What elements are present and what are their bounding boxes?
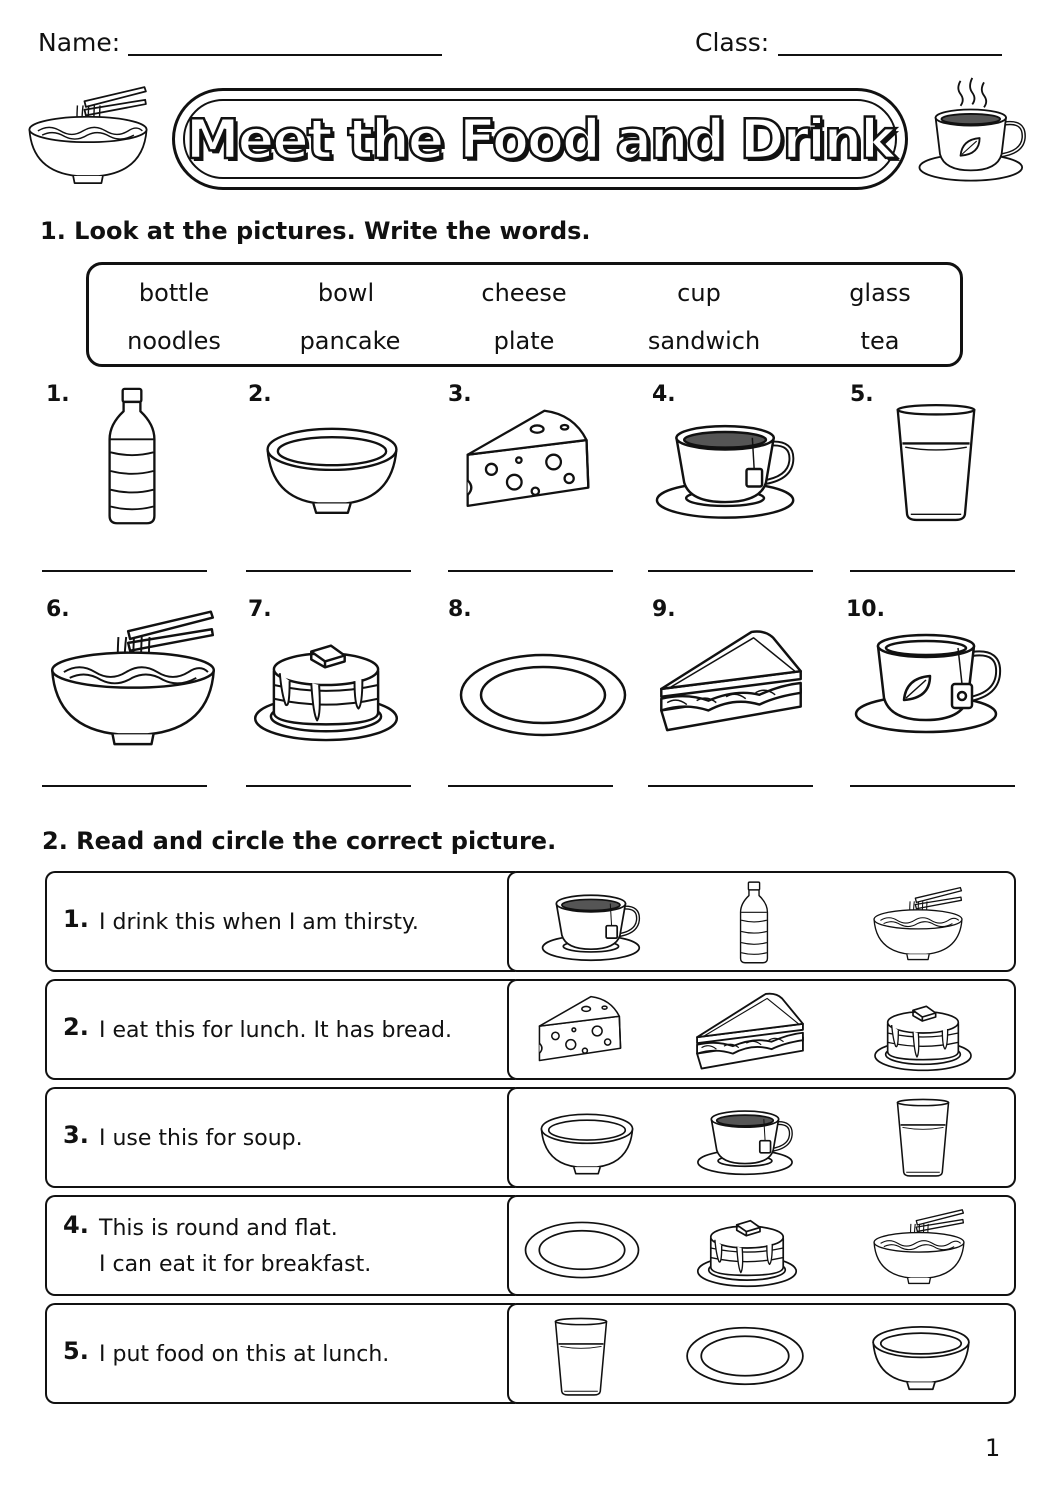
sandwich-icon[interactable]: [693, 991, 807, 1073]
bowl-icon[interactable]: [537, 1109, 637, 1175]
question-number: 5.: [63, 1337, 89, 1365]
choice-panel: [507, 1087, 1016, 1188]
word-bank-item: cup: [677, 279, 721, 307]
noodles-icon: [50, 602, 216, 748]
tea-icon: [854, 626, 1004, 736]
word-bank-item: plate: [493, 327, 555, 355]
answer-line[interactable]: [648, 570, 813, 572]
word-bank-item: pancake: [299, 327, 401, 355]
plate-icon[interactable]: [523, 1219, 641, 1281]
word-bank: [86, 262, 963, 367]
question-row: [45, 1195, 515, 1296]
noodles-icon[interactable]: [873, 1203, 965, 1287]
question-text: I put food on this at lunch.: [99, 1342, 390, 1367]
word-bank-item: bottle: [138, 279, 210, 307]
page-title: Meet the Food and Drink: [185, 107, 895, 171]
item-number: 6.: [46, 597, 70, 622]
answer-line[interactable]: [246, 570, 411, 572]
question-text: I can eat it for breakfast.: [99, 1252, 372, 1277]
word-bank-item: glass: [849, 279, 911, 307]
question-number: 4.: [63, 1211, 89, 1239]
glass-icon[interactable]: [553, 1315, 609, 1399]
cheese-icon[interactable]: [537, 993, 623, 1069]
question-number: 1.: [63, 905, 89, 933]
item-number: 8.: [448, 597, 472, 622]
name-field[interactable]: [128, 54, 442, 56]
water-bottle-icon: [104, 384, 160, 530]
choice-panel: [507, 1195, 1016, 1296]
item-number: 1.: [46, 382, 70, 407]
word-bank-item: sandwich: [647, 327, 761, 355]
question-row: [45, 1303, 515, 1404]
pancake-icon: [252, 626, 400, 744]
answer-line[interactable]: [850, 785, 1015, 787]
answer-line[interactable]: [448, 570, 613, 572]
cup-icon: [655, 414, 801, 522]
pancake-icon[interactable]: [691, 1207, 803, 1289]
choice-panel: [507, 1303, 1016, 1404]
word-bank-item: noodles: [127, 327, 221, 355]
answer-line[interactable]: [648, 785, 813, 787]
item-number: 9.: [652, 597, 676, 622]
question-text: I eat this for lunch. It has bread.: [99, 1018, 453, 1043]
bowl-icon: [262, 420, 402, 516]
title-banner: [172, 88, 908, 190]
glass-icon[interactable]: [895, 1097, 951, 1179]
question-number: 3.: [63, 1121, 89, 1149]
section1-instruction: 1. Look at the pictures. Write the words.: [40, 217, 591, 245]
item-number: 3.: [448, 382, 472, 407]
question-number: 2.: [63, 1013, 89, 1041]
class-label: Class:: [695, 28, 770, 57]
name-label: Name:: [38, 28, 121, 57]
question-row: [45, 1087, 515, 1188]
sandwich-icon: [656, 628, 806, 736]
question-row: [45, 979, 515, 1080]
answer-line[interactable]: [42, 785, 207, 787]
water-bottle-icon[interactable]: [737, 881, 771, 965]
question-row: [45, 871, 515, 972]
plate-icon[interactable]: [685, 1323, 805, 1389]
word-bank-item: tea: [860, 327, 900, 355]
question-text: I drink this when I am thirsty.: [99, 910, 419, 935]
question-text: This is round and flat.: [99, 1216, 338, 1241]
noodles-icon[interactable]: [873, 881, 963, 963]
teacup-icon: [918, 74, 1028, 189]
word-bank-item: cheese: [481, 279, 567, 307]
page-number: 1: [985, 1434, 1001, 1462]
item-number: 5.: [850, 382, 874, 407]
cup-icon[interactable]: [541, 887, 645, 963]
bowl-icon[interactable]: [869, 1321, 973, 1391]
section2-instruction: 2. Read and circle the correct picture.: [42, 827, 557, 855]
item-number: 10.: [846, 597, 885, 622]
word-bank-item: bowl: [317, 279, 375, 307]
choice-panel: [507, 979, 1016, 1080]
question-text: I use this for soup.: [99, 1126, 303, 1151]
noodles-bowl-icon: [28, 74, 148, 192]
item-number: 4.: [652, 382, 676, 407]
item-number: 2.: [248, 382, 272, 407]
answer-line[interactable]: [42, 570, 207, 572]
cheese-icon: [464, 406, 592, 518]
choice-panel: [507, 871, 1016, 972]
glass-icon: [894, 400, 978, 526]
answer-line[interactable]: [246, 785, 411, 787]
item-number: 7.: [248, 597, 272, 622]
class-field[interactable]: [778, 54, 1002, 56]
answer-line[interactable]: [850, 570, 1015, 572]
cup-icon[interactable]: [695, 1103, 799, 1177]
plate-icon: [458, 650, 628, 740]
pancake-icon[interactable]: [863, 993, 983, 1073]
answer-line[interactable]: [448, 785, 613, 787]
